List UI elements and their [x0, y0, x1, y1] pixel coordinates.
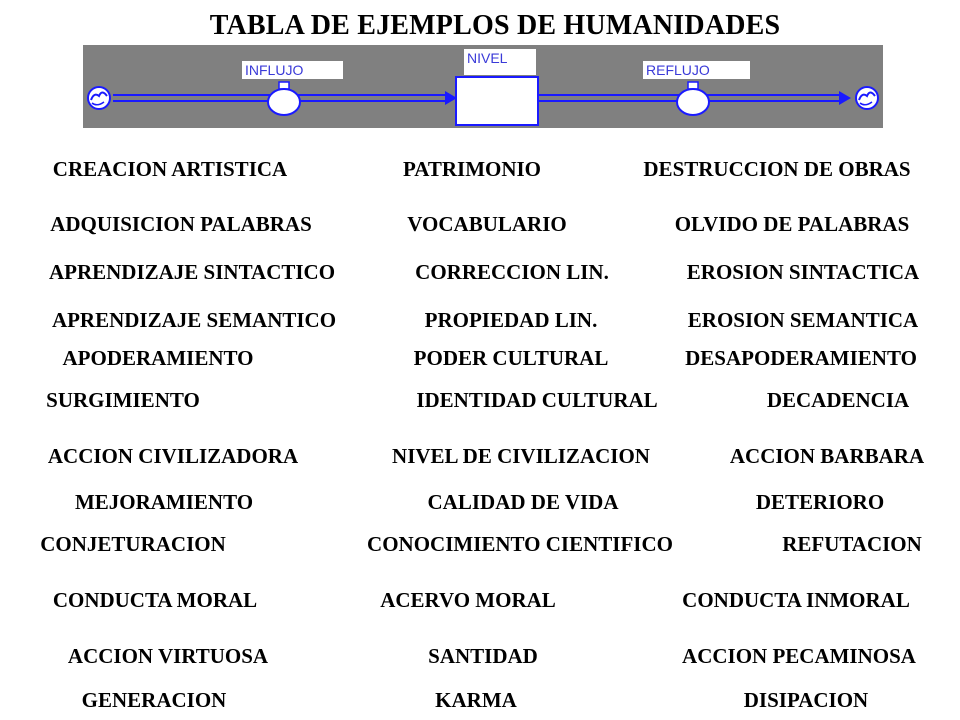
cell-stock: CORRECCION LIN. [415, 260, 609, 284]
cell-process-out: ACCION PECAMINOSA [682, 644, 916, 668]
stock-box [456, 77, 538, 125]
cell-process-out: CONDUCTA INMORAL [682, 588, 910, 612]
cell-process-in: ACCION CIVILIZADORA [47, 444, 299, 468]
cell-process-in: ADQUISICION PALABRAS [50, 212, 312, 236]
table-row [0, 687, 960, 717]
page-title: TABLA DE EJEMPLOS DE HUMANIDADES [209, 10, 781, 41]
cell-process-in: GENERACION [81, 688, 227, 712]
cloud-source-icon [88, 87, 110, 109]
cell-stock: NIVEL DE CIVILIZACION [392, 444, 650, 468]
stock-label: NIVEL [464, 49, 536, 75]
cell-stock: ACERVO MORAL [380, 588, 556, 612]
stock-flow-diagram [83, 45, 883, 128]
cell-process-out: DESTRUCCION DE OBRAS [643, 157, 911, 181]
cell-process-in: MEJORAMIENTO [74, 490, 254, 514]
cell-process-out: DETERIORO [755, 490, 885, 514]
table-row [0, 156, 960, 186]
cell-stock: PATRIMONIO [402, 157, 542, 181]
cell-process-out: DISIPACION [743, 688, 869, 712]
cell-process-in: CONDUCTA MORAL [52, 588, 258, 612]
table-row [0, 307, 960, 337]
table-row [0, 387, 960, 417]
cell-process-in: ACCION VIRTUOSA [67, 644, 269, 668]
cloud-sink-icon [856, 87, 878, 109]
cell-process-in: SURGIMIENTO [46, 388, 200, 412]
cell-stock: PROPIEDAD LIN. [424, 308, 598, 332]
table-row [0, 489, 960, 519]
table-row [0, 259, 960, 289]
table-row [0, 345, 960, 375]
outflow-label: REFLUJO [643, 61, 750, 79]
cell-stock: PODER CULTURAL [413, 346, 609, 370]
table-row [0, 587, 960, 617]
cell-process-in: APRENDIZAJE SEMANTICO [51, 308, 337, 332]
cell-process-out: DESAPODERAMIENTO [685, 346, 917, 370]
cell-stock: VOCABULARIO [407, 212, 567, 236]
cell-process-out: REFUTACION [782, 532, 922, 556]
cell-process-in: APODERAMIENTO [62, 346, 254, 370]
cell-stock: IDENTIDAD CULTURAL [416, 388, 658, 412]
cell-stock: CALIDAD DE VIDA [427, 490, 619, 514]
cell-process-out: EROSION SINTACTICA [686, 260, 920, 284]
inflow-valve-icon [268, 82, 300, 115]
cell-process-in: CREACION ARTISTICA [52, 157, 288, 181]
inflow-label: INFLUJO [242, 61, 343, 79]
cell-process-in: APRENDIZAJE SINTACTICO [48, 260, 336, 284]
cell-process-out: EROSION SEMANTICA [687, 308, 919, 332]
outflow-valve-icon [677, 82, 709, 115]
cell-process-out: OLVIDO DE PALABRAS [674, 212, 910, 236]
cell-stock: KARMA [435, 688, 517, 712]
cell-stock: SANTIDAD [428, 644, 538, 668]
cell-process-out: ACCION BARBARA [729, 444, 925, 468]
table-row [0, 443, 960, 473]
table-row [0, 531, 960, 561]
table-row [0, 643, 960, 673]
table-row [0, 211, 960, 241]
cell-stock: CONOCIMIENTO CIENTIFICO [367, 532, 673, 556]
cell-process-out: DECADENCIA [766, 388, 910, 412]
cell-process-in: CONJETURACION [40, 532, 226, 556]
